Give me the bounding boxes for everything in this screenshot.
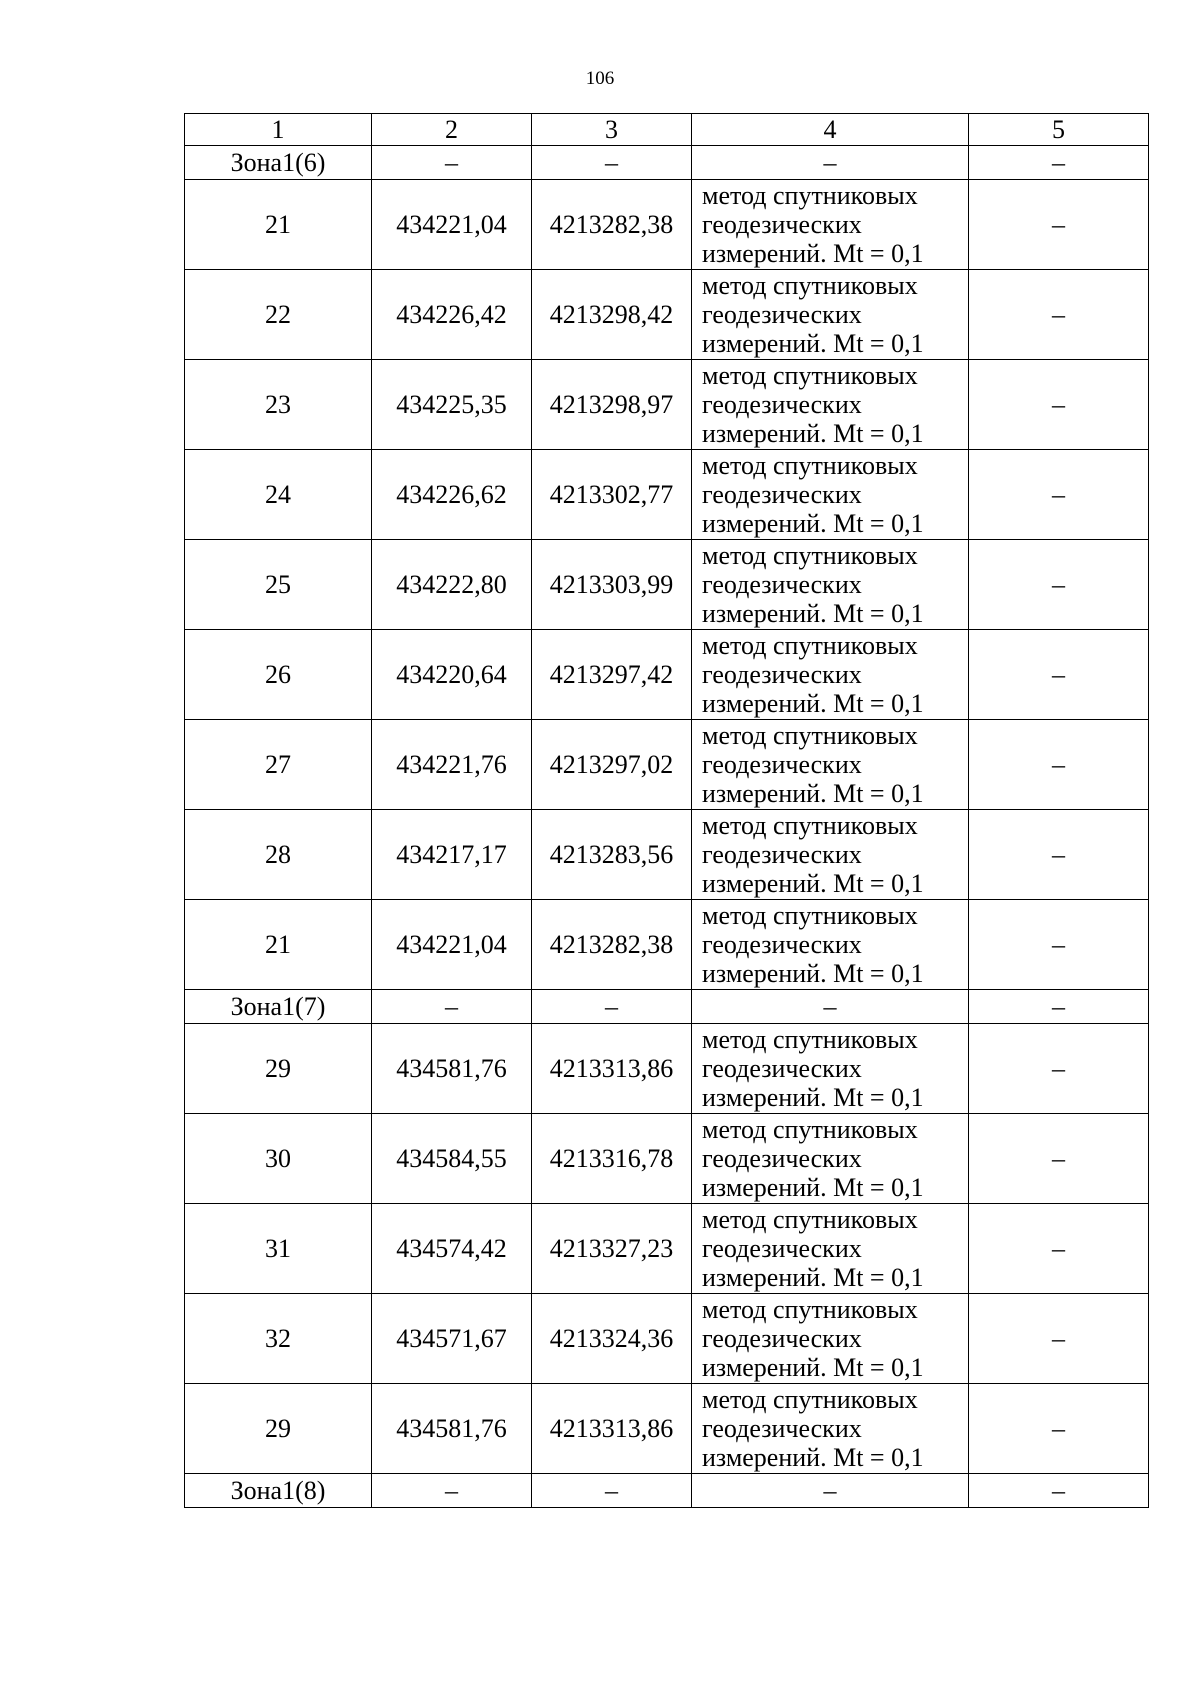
header-cell-5: 5 <box>969 114 1149 146</box>
method-cell <box>692 630 969 720</box>
point-number: 30 <box>185 1114 372 1204</box>
point-number: 23 <box>185 360 372 450</box>
method-line: метод спутниковых <box>702 721 918 750</box>
method-cell <box>692 1204 969 1294</box>
method-line: геодезических <box>702 1144 862 1173</box>
coordinate-x: 434584,55 <box>372 1114 532 1204</box>
method-line: геодезических <box>702 390 862 419</box>
method-cell <box>692 450 969 540</box>
mt-cell: – <box>969 630 1149 720</box>
point-number: Зона1(8) <box>185 1474 372 1508</box>
method-cell <box>692 1024 969 1114</box>
mt-cell: – <box>969 1474 1149 1508</box>
method-line: метод спутниковых <box>702 1205 918 1234</box>
coordinate-y: 4213316,78 <box>532 1114 692 1204</box>
coordinate-x: 434225,35 <box>372 360 532 450</box>
table-row <box>185 900 1149 990</box>
point-number: 25 <box>185 540 372 630</box>
table-row <box>185 1294 1149 1384</box>
method-cell <box>692 900 969 990</box>
method-cell <box>692 360 969 450</box>
mt-cell: – <box>969 1114 1149 1204</box>
mt-cell: – <box>969 1294 1149 1384</box>
table-row <box>185 720 1149 810</box>
header-cell-4: 4 <box>692 114 969 146</box>
method-line: геодезических <box>702 570 862 599</box>
method-cell <box>692 540 969 630</box>
coordinate-y: 4213313,86 <box>532 1024 692 1114</box>
coordinate-y: 4213282,38 <box>532 180 692 270</box>
header-row <box>185 114 1149 146</box>
coordinate-x: – <box>372 990 532 1024</box>
coordinate-x: 434221,04 <box>372 900 532 990</box>
method-cell: – <box>692 146 969 180</box>
mt-cell: – <box>969 720 1149 810</box>
point-number: 26 <box>185 630 372 720</box>
point-number: 22 <box>185 270 372 360</box>
method-line: геодезических <box>702 750 862 779</box>
table-row <box>185 360 1149 450</box>
method-line: метод спутниковых <box>702 451 918 480</box>
method-line: геодезических <box>702 840 862 869</box>
coordinates-table <box>184 113 1149 1508</box>
coordinate-x: 434226,42 <box>372 270 532 360</box>
method-cell: – <box>692 990 969 1024</box>
method-line: метод спутниковых <box>702 631 918 660</box>
table-row <box>185 180 1149 270</box>
point-number: Зона1(7) <box>185 990 372 1024</box>
coordinate-y: 4213303,99 <box>532 540 692 630</box>
coordinate-x: 434574,42 <box>372 1204 532 1294</box>
method-line: геодезических <box>702 1234 862 1263</box>
table-row <box>185 270 1149 360</box>
method-cell <box>692 1384 969 1474</box>
method-line: измерений. Mt = 0,1 <box>702 1173 924 1202</box>
method-line: измерений. Mt = 0,1 <box>702 509 924 538</box>
mt-cell: – <box>969 360 1149 450</box>
table-row <box>185 1384 1149 1474</box>
method-line: метод спутниковых <box>702 811 918 840</box>
method-cell <box>692 270 969 360</box>
header-cell-2: 2 <box>372 114 532 146</box>
method-line: измерений. Mt = 0,1 <box>702 869 924 898</box>
method-line: геодезических <box>702 1054 862 1083</box>
method-line: измерений. Mt = 0,1 <box>702 689 924 718</box>
method-line: метод спутниковых <box>702 1295 918 1324</box>
method-line: метод спутниковых <box>702 361 918 390</box>
table-body <box>185 114 1149 1508</box>
coordinate-y: 4213298,97 <box>532 360 692 450</box>
mt-cell: – <box>969 810 1149 900</box>
mt-cell: – <box>969 1384 1149 1474</box>
coordinate-x: 434217,17 <box>372 810 532 900</box>
coordinate-x: 434581,76 <box>372 1384 532 1474</box>
mt-cell: – <box>969 990 1149 1024</box>
point-number: 27 <box>185 720 372 810</box>
point-number: Зона1(6) <box>185 146 372 180</box>
method-line: измерений. Mt = 0,1 <box>702 239 924 268</box>
mt-cell: – <box>969 1024 1149 1114</box>
method-line: метод спутниковых <box>702 271 918 300</box>
method-line: метод спутниковых <box>702 1025 918 1054</box>
method-line: геодезических <box>702 210 862 239</box>
method-line: геодезических <box>702 930 862 959</box>
method-line: измерений. Mt = 0,1 <box>702 1353 924 1382</box>
header-cell-1: 1 <box>185 114 372 146</box>
coordinate-x: 434220,64 <box>372 630 532 720</box>
coordinate-y: 4213298,42 <box>532 270 692 360</box>
point-number: 32 <box>185 1294 372 1384</box>
point-number: 29 <box>185 1384 372 1474</box>
table-row <box>185 540 1149 630</box>
mt-cell: – <box>969 146 1149 180</box>
table-row <box>185 630 1149 720</box>
method-cell <box>692 1114 969 1204</box>
coordinate-y: 4213302,77 <box>532 450 692 540</box>
method-line: геодезических <box>702 1324 862 1353</box>
method-line: геодезических <box>702 660 862 689</box>
coordinate-y: – <box>532 1474 692 1508</box>
method-line: геодезических <box>702 1414 862 1443</box>
point-number: 21 <box>185 180 372 270</box>
coordinate-y: 4213283,56 <box>532 810 692 900</box>
coordinate-y: 4213327,23 <box>532 1204 692 1294</box>
method-cell <box>692 810 969 900</box>
method-line: измерений. Mt = 0,1 <box>702 959 924 988</box>
method-line: измерений. Mt = 0,1 <box>702 1443 924 1472</box>
coordinate-y: – <box>532 146 692 180</box>
header-cell-3: 3 <box>532 114 692 146</box>
table-row <box>185 450 1149 540</box>
point-number: 24 <box>185 450 372 540</box>
coordinate-x: 434221,04 <box>372 180 532 270</box>
point-number: 21 <box>185 900 372 990</box>
zone-row <box>185 146 1149 180</box>
method-line: метод спутниковых <box>702 901 918 930</box>
method-cell: – <box>692 1474 969 1508</box>
coordinate-x: 434226,62 <box>372 450 532 540</box>
point-number: 29 <box>185 1024 372 1114</box>
coordinate-x: 434581,76 <box>372 1024 532 1114</box>
mt-cell: – <box>969 900 1149 990</box>
mt-cell: – <box>969 540 1149 630</box>
method-line: измерений. Mt = 0,1 <box>702 779 924 808</box>
mt-cell: – <box>969 450 1149 540</box>
coordinate-x: – <box>372 146 532 180</box>
method-line: метод спутниковых <box>702 541 918 570</box>
method-line: метод спутниковых <box>702 181 918 210</box>
method-line: измерений. Mt = 0,1 <box>702 599 924 628</box>
coordinate-y: 4213313,86 <box>532 1384 692 1474</box>
method-line: геодезических <box>702 300 862 329</box>
mt-cell: – <box>969 270 1149 360</box>
coordinate-y: 4213297,42 <box>532 630 692 720</box>
coordinate-y: – <box>532 990 692 1024</box>
method-line: измерений. Mt = 0,1 <box>702 329 924 358</box>
method-line: метод спутниковых <box>702 1115 918 1144</box>
coordinate-x: 434221,76 <box>372 720 532 810</box>
zone-row <box>185 1474 1149 1508</box>
method-line: измерений. Mt = 0,1 <box>702 1263 924 1292</box>
coordinate-x: – <box>372 1474 532 1508</box>
zone-row <box>185 990 1149 1024</box>
method-line: метод спутниковых <box>702 1385 918 1414</box>
method-cell <box>692 1294 969 1384</box>
method-line: геодезических <box>702 480 862 509</box>
mt-cell: – <box>969 1204 1149 1294</box>
coordinate-x: 434222,80 <box>372 540 532 630</box>
method-line: измерений. Mt = 0,1 <box>702 419 924 448</box>
coordinate-y: 4213297,02 <box>532 720 692 810</box>
page-number: 106 <box>585 68 615 89</box>
method-cell <box>692 720 969 810</box>
table-row <box>185 810 1149 900</box>
coordinate-x: 434571,67 <box>372 1294 532 1384</box>
mt-cell: – <box>969 180 1149 270</box>
table-row <box>185 1114 1149 1204</box>
coordinate-y: 4213282,38 <box>532 900 692 990</box>
method-cell <box>692 180 969 270</box>
table-row <box>185 1024 1149 1114</box>
coordinate-y: 4213324,36 <box>532 1294 692 1384</box>
point-number: 31 <box>185 1204 372 1294</box>
method-line: измерений. Mt = 0,1 <box>702 1083 924 1112</box>
table-row <box>185 1204 1149 1294</box>
point-number: 28 <box>185 810 372 900</box>
